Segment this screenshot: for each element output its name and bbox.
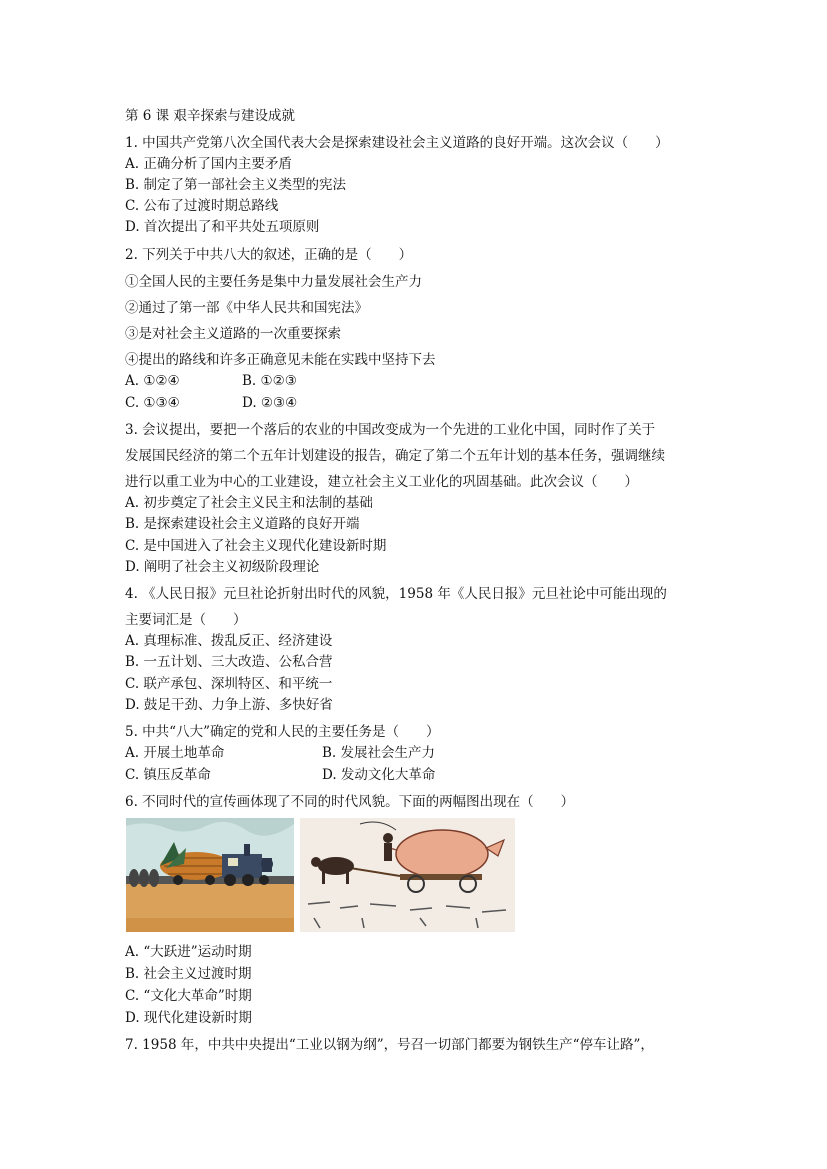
question-2-item-2: ②通过了第一部《中华人民共和国宪法》: [125, 300, 368, 316]
question-7-stem: 7. 1958 年，中共中央提出“工业以钢为纲”，号召一切部门都要为钢铁生产“停车让路”，: [125, 1037, 654, 1053]
question-3-stem-line-3: 进行以重工业为中心的工业建设，建立社会主义工业化的巩固基础。此次会议（ ）: [125, 474, 638, 490]
propaganda-poster-pig-cart-image: [300, 818, 515, 932]
question-4-option-c: C. 联产承包、深圳特区、和平统一: [125, 676, 333, 692]
question-3-option-a: A. 初步奠定了社会主义民主和法制的基础: [125, 495, 373, 511]
question-1-option-d: D. 首次提出了和平共处五项原则: [125, 219, 320, 235]
question-2-option-d: D. ②③④: [242, 395, 298, 411]
question-6-option-d: D. 现代化建设新时期: [125, 1010, 252, 1026]
question-1-stem: 1. 中国共产党第八次全国代表大会是探索建设社会主义道路的良好开端。这次会议（ ）: [125, 135, 669, 151]
question-5-option-a: A. 开展土地革命: [125, 745, 225, 761]
question-2-option-b: B. ①②③: [242, 373, 297, 389]
question-2-item-4: ④提出的路线和许多正确意见未能在实践中坚持下去: [125, 352, 436, 368]
question-1-option-b: B. 制定了第一部社会主义类型的宪法: [125, 177, 347, 193]
lesson-title: 第 6 课 艰辛探索与建设成就: [125, 108, 295, 124]
question-2-option-a: A. ①②④: [125, 373, 180, 389]
question-2-stem: 2. 下列关于中共八大的叙述，正确的是（ ）: [125, 247, 413, 263]
question-2-item-1: ①全国人民的主要任务是集中力量发展社会生产力: [125, 274, 422, 290]
question-3-option-b: B. 是探索建设社会主义道路的良好开端: [125, 516, 360, 532]
propaganda-poster-train-image: [126, 818, 294, 932]
question-1-option-a: A. 正确分析了国内主要矛盾: [125, 156, 292, 172]
question-5-option-c: C. 镇压反革命: [125, 767, 211, 783]
question-5-option-b: B. 发展社会生产力: [322, 745, 436, 761]
question-6-option-b: B. 社会主义过渡时期: [125, 966, 252, 982]
question-4-option-a: A. 真理标准、拨乱反正、经济建设: [125, 633, 333, 649]
question-4-option-d: D. 鼓足干劲、力争上游、多快好省: [125, 697, 333, 713]
pig-poster-svg: [300, 818, 515, 932]
question-1-option-c: C. 公布了过渡时期总路线: [125, 198, 279, 214]
question-6-option-c: C. “文化大革命”时期: [125, 988, 252, 1004]
question-4-option-b: B. 一五计划、三大改造、公私合营: [125, 654, 333, 670]
question-3-stem-line-2: 发展国民经济的第二个五年计划建设的报告，确定了第二个五年计划的基本任务，强调继续: [125, 448, 665, 464]
question-6-option-a: A. “大跃进”运动时期: [125, 944, 252, 960]
train-poster-svg: [126, 818, 294, 932]
question-4-stem-line-2: 主要词汇是（ ）: [125, 612, 247, 628]
question-3-stem-line-1: 3. 会议提出，要把一个落后的农业的中国改变成为一个先进的工业化中国，同时作了关于: [125, 422, 656, 438]
question-5-option-d: D. 发动文化大革命: [322, 767, 436, 783]
question-4-stem-line-1: 4. 《人民日报》元旦社论折射出时代的风貌，1958 年《人民日报》元旦社论中可能出现的: [125, 586, 667, 602]
question-2-option-c: C. ①③④: [125, 395, 180, 411]
question-6-stem: 6. 不同时代的宣传画体现了不同的时代风貌。下面的两幅图出现在（ ）: [125, 794, 575, 810]
question-5-stem: 5. 中共“八大”确定的党和人民的主要任务是（ ）: [125, 724, 440, 740]
question-3-option-d: D. 阐明了社会主义初级阶段理论: [125, 559, 320, 575]
question-2-item-3: ③是对社会主义道路的一次重要探索: [125, 326, 341, 342]
question-3-option-c: C. 是中国进入了社会主义现代化建设新时期: [125, 538, 387, 554]
